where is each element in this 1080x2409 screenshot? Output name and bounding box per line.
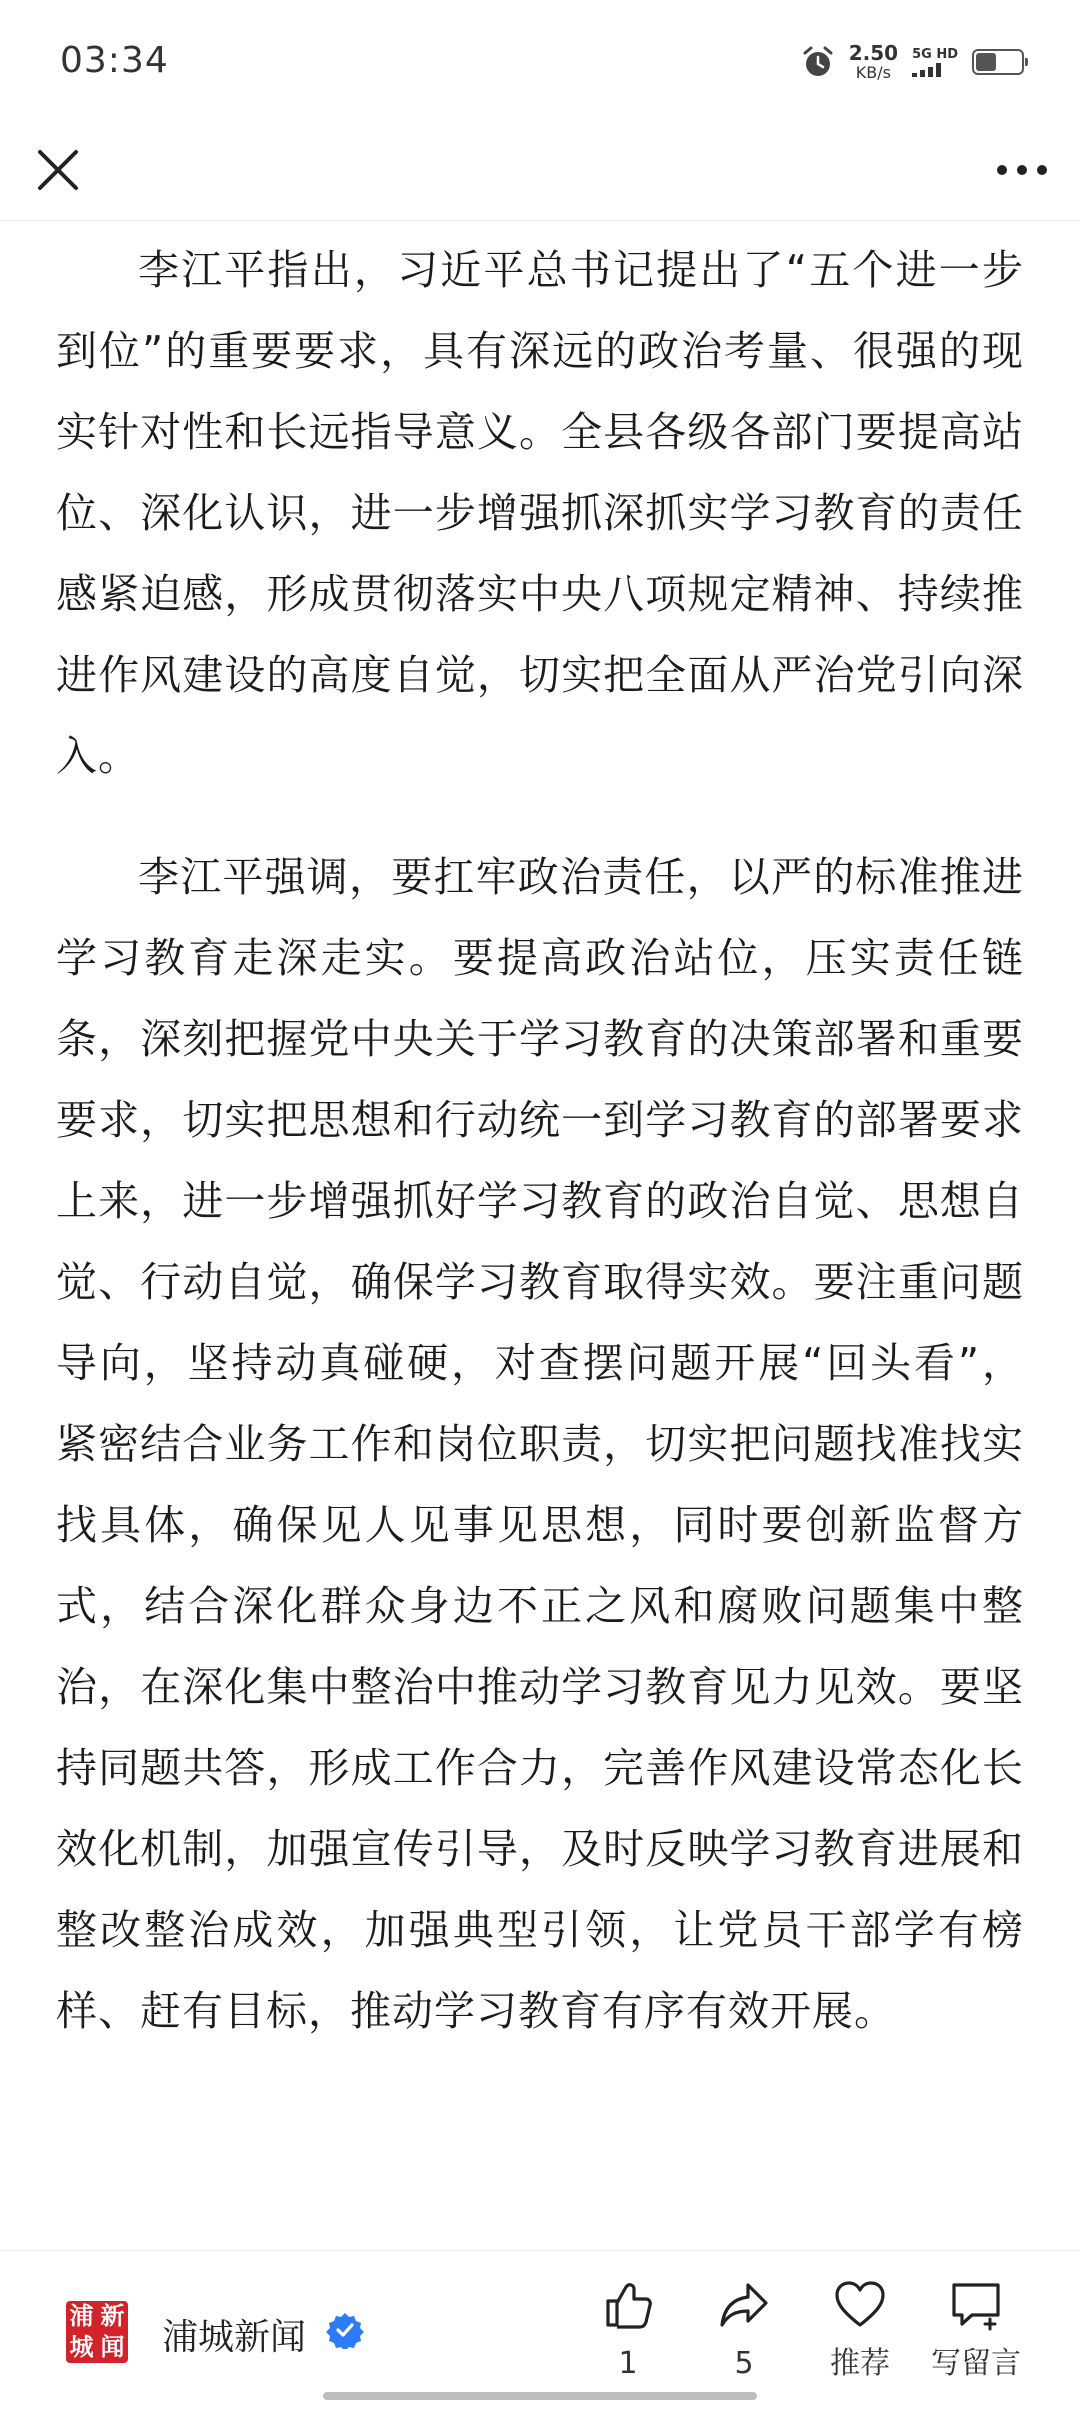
share-button[interactable] [689, 2277, 799, 2381]
comment-button[interactable] [921, 2277, 1031, 2381]
verified-icon [326, 2311, 364, 2349]
battery-fill [976, 53, 996, 71]
share-icon [716, 2277, 772, 2333]
net-speed-unit: KB/s [855, 63, 891, 82]
comment-icon [948, 2277, 1004, 2333]
network-label: 5G HD [912, 46, 958, 62]
article-body [56, 230, 1024, 2052]
logo-char: 闻 [100, 2333, 125, 2361]
article-paragraph: 李江平强调，要扛牢政治责任，以严的标准推进学习教育走深走实。要提高政治站位，压实责任链条，深刻把握党中央关于学习教育的决策部署和重要要求，切实把思想和行动统一到学习教育的部署要求上来，进一步增强抓好学习教育的政治自觉、思想自觉、行动自觉，确保学习教育取得实效。要注重问题导向，坚持动真碰硬，对查摆问题开展“回头看”，紧密结合业务工作和岗位职责，切实把问题找准找实找具体，确保见人见事见思想，同时要创新监督方式，结合深化群众身边不正之风和腐败问题集中整治，在深化集中整治中推动学习教育见力见效。要坚持同题共答，形成工作合力，完善作风建设常态化长效化机制，加强宣传引导，及时反映学习教育进展和整改整治成效，加强典型引领，让党员干部学有榜样、赶有目标，推动学习教育有序有效开展。 [56, 853, 1024, 2035]
article-paragraph: 李江平指出，习近平总书记提出了“五个进一步到位”的重要要求，具有深远的政治考量、很强的现实针对性和长远指导意义。全县各级各部门要提高站位、深化认识，进一步增强抓深抓实学习教育的责任感紧迫感，形成贯彻落实中央八项规定精神、持续推进作风建设的高度自觉，切实把全面从严治党引向深入。 [56, 246, 1024, 780]
status-bar [0, 0, 1080, 120]
logo-char: 浦 [69, 2302, 94, 2330]
channel-logo[interactable] [66, 2301, 128, 2363]
signal-bars-icon [912, 63, 941, 77]
heart-icon [832, 2277, 888, 2333]
alarm-icon [801, 45, 835, 79]
logo-char: 新 [100, 2302, 125, 2330]
recommend-button[interactable] [805, 2277, 915, 2381]
net-speed-value: 2.50 [848, 41, 899, 65]
like-button[interactable] [573, 2277, 683, 2381]
share-count: 5 [734, 2346, 754, 2381]
recommend-label: 推荐 [830, 2346, 890, 2381]
close-icon[interactable] [30, 142, 86, 198]
status-indicators [801, 40, 1024, 84]
signal-indicator [912, 48, 958, 77]
net-speed [849, 43, 898, 81]
status-time: 03:34 [60, 40, 169, 81]
bottom-bar [0, 2250, 1080, 2409]
logo-char: 城 [69, 2333, 94, 2361]
channel-name[interactable]: 浦城新闻 [162, 2317, 307, 2358]
more-dots-icon[interactable] [992, 142, 1052, 198]
home-indicator[interactable] [323, 2392, 757, 2400]
top-bar [0, 120, 1080, 221]
thumbs-up-icon [600, 2277, 656, 2333]
battery-icon [972, 49, 1024, 75]
like-count: 1 [618, 2346, 638, 2381]
comment-label: 写留言 [931, 2346, 1021, 2381]
